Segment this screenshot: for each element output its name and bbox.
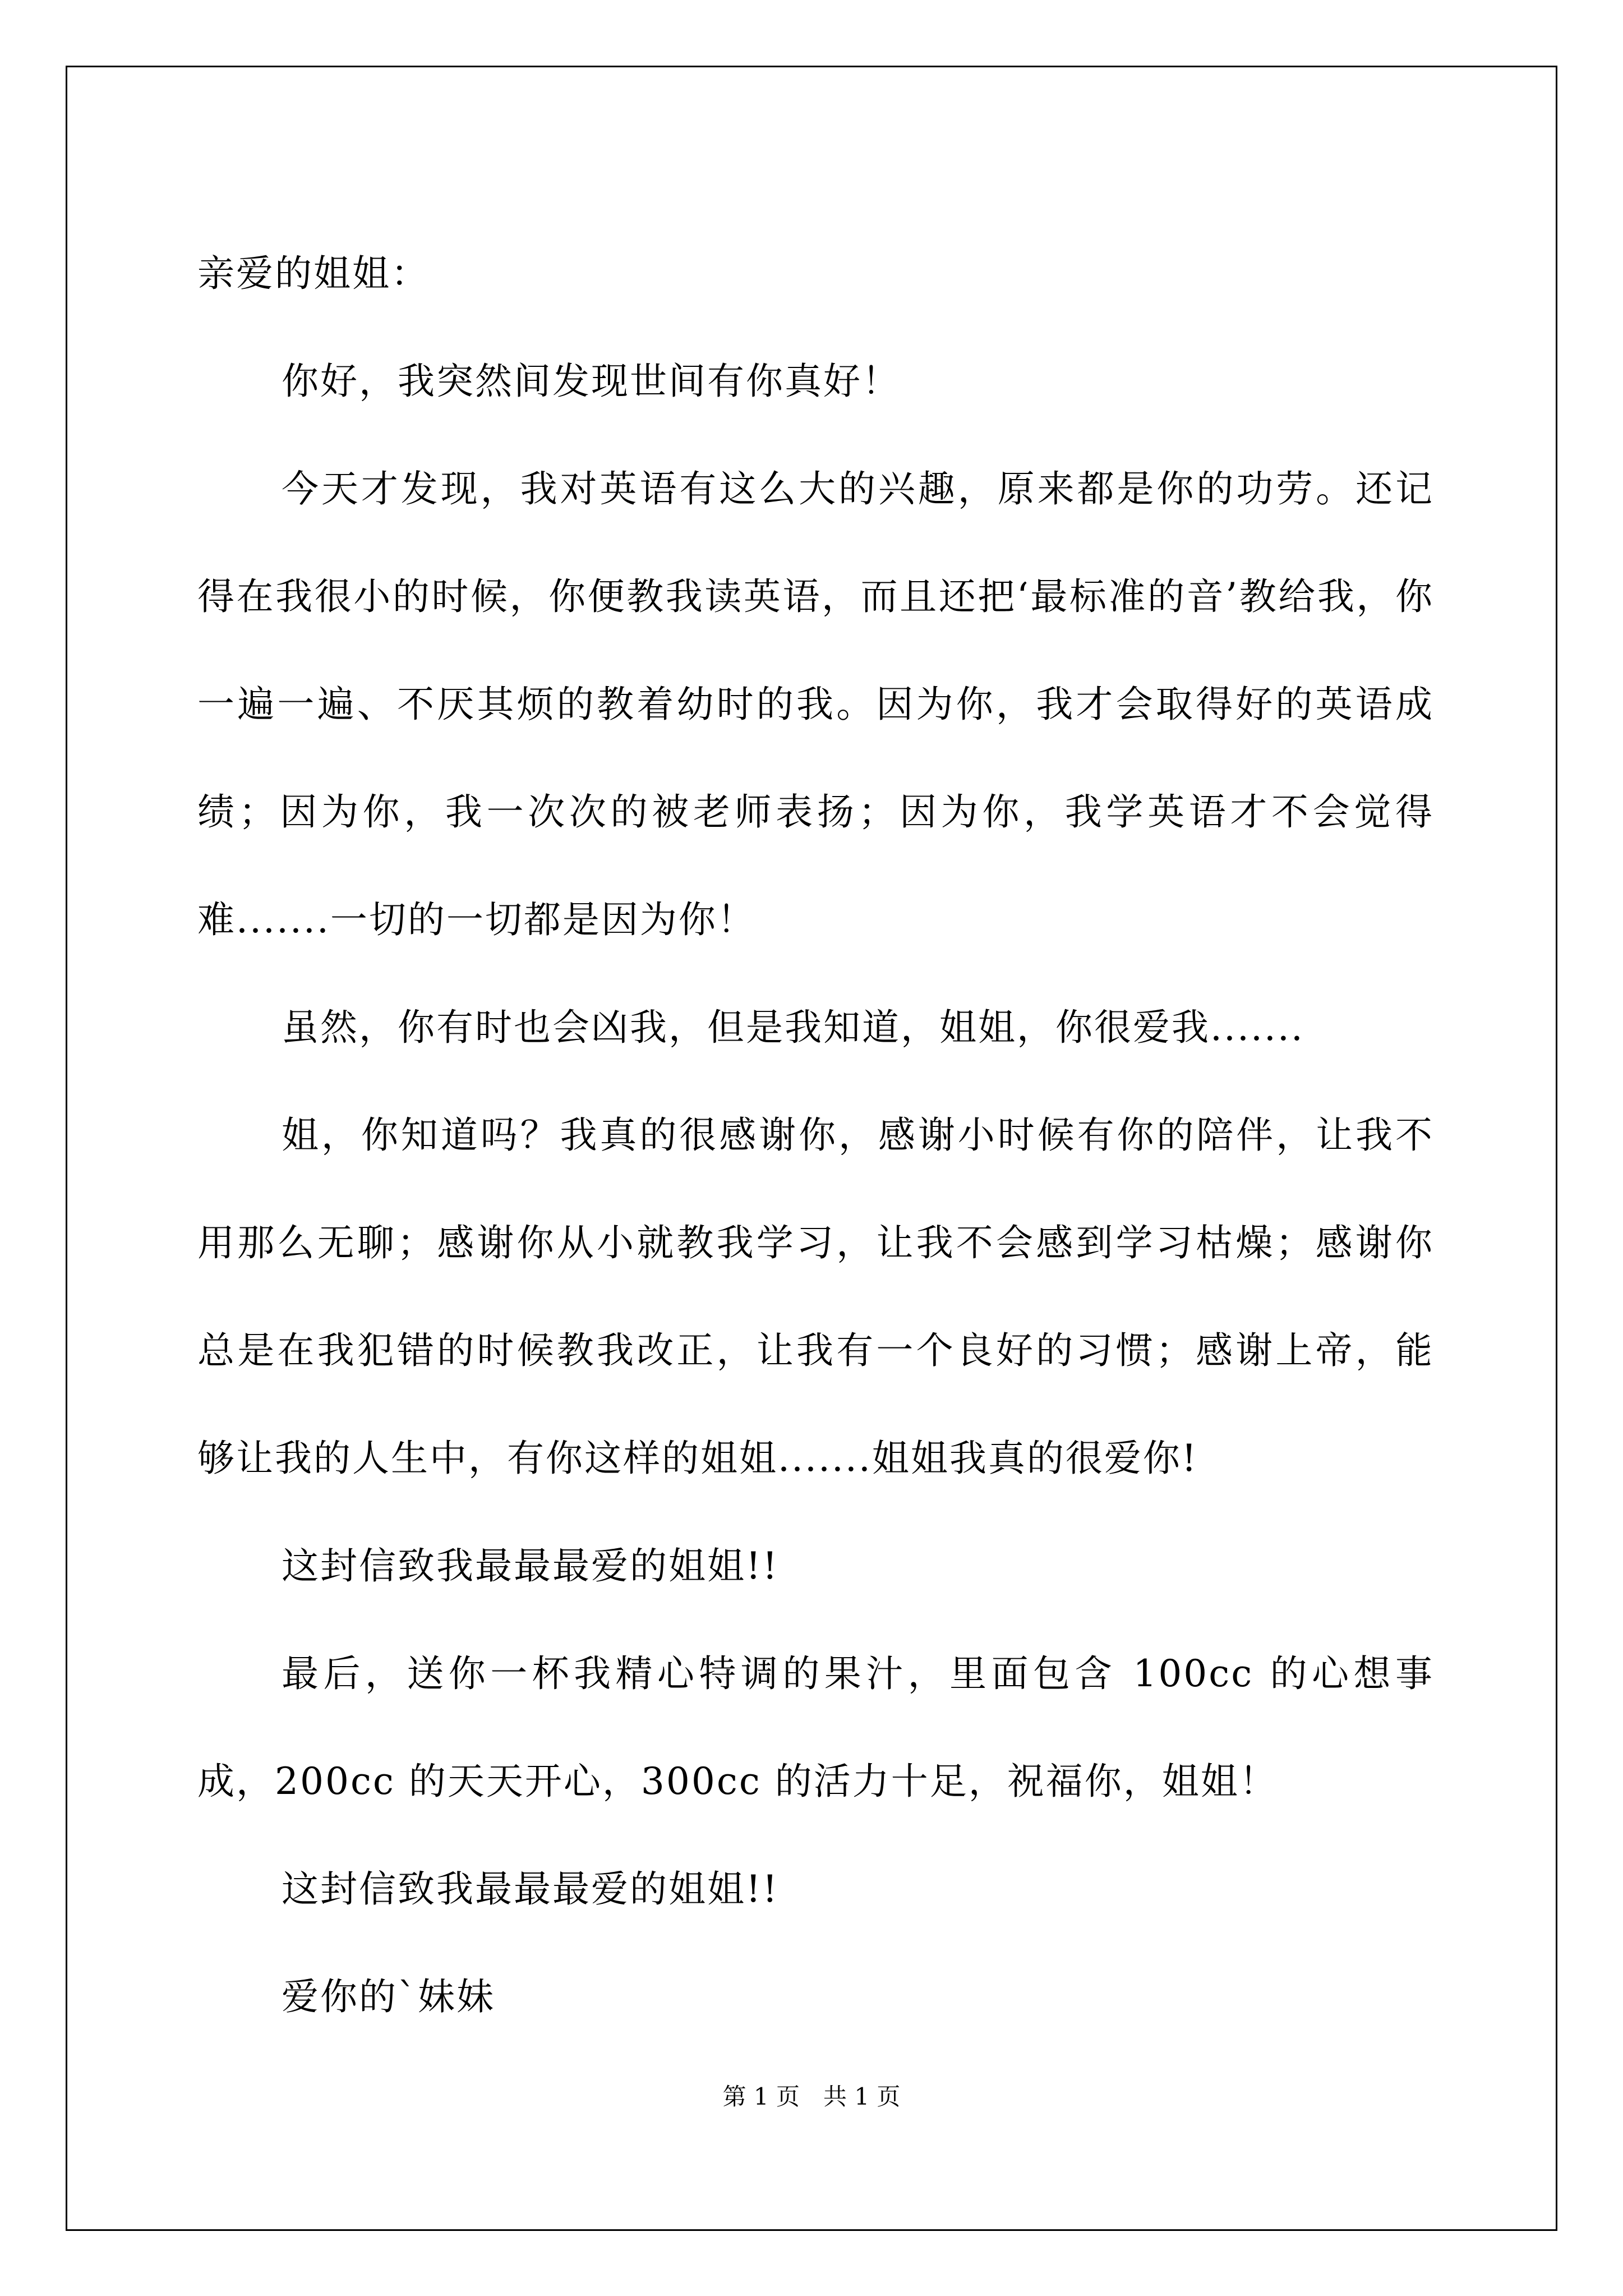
paragraph-greeting: 你好，我突然间发现世间有你真好！ [282, 360, 901, 403]
signature: 爱你的`妹妹 [282, 1975, 495, 2018]
paragraph-thanks: 姐，你知道吗？我真的很感谢你，感谢小时候有你的陪伴，让我不用那么无聊；感谢你从小就教我学习，让我不会感到学习枯燥；感谢你总是在我犯错的时候教我改正，让我有一个良好的习惯；感谢上帝，能够让我的人生中，有你这样的姐姐.......姐姐我真的很爱你! [197, 1114, 1434, 1480]
paragraph-english-learning: 今天才发现，我对英语有这么大的兴趣，原来都是你的功劳。还记得在我很小的时候，你便教我读英语，而且还把‘最标准的音’教给我，你一遍一遍、不厌其烦的教着幼时的我。因为你，我才会取得好的英语成绩；因为你，我一次次的被老师表扬；因为你，我学英语才不会觉得难.......一切的一切都是因为你！ [197, 467, 1434, 941]
paragraph-wishes: 最后，送你一杯我精心特调的果汁，里面包含 100cc 的心想事成，200cc 的天天开心，300cc 的活力十足，祝福你，姐姐！ [197, 1652, 1434, 1803]
letter-body [197, 220, 1434, 2051]
paragraph-dedication-repeat: 这封信致我最最最爱的姐姐!! [282, 1867, 780, 1911]
page-number: 第 1 页 共 1 页 [722, 2083, 901, 2110]
paragraph-dedication: 这封信致我最最最爱的姐姐!! [282, 1544, 780, 1588]
salutation: 亲爱的姐姐： [197, 252, 430, 295]
paragraph-love: 虽然，你有时也会凶我，但是我知道，姐姐，你很爱我....... [282, 1006, 1304, 1049]
